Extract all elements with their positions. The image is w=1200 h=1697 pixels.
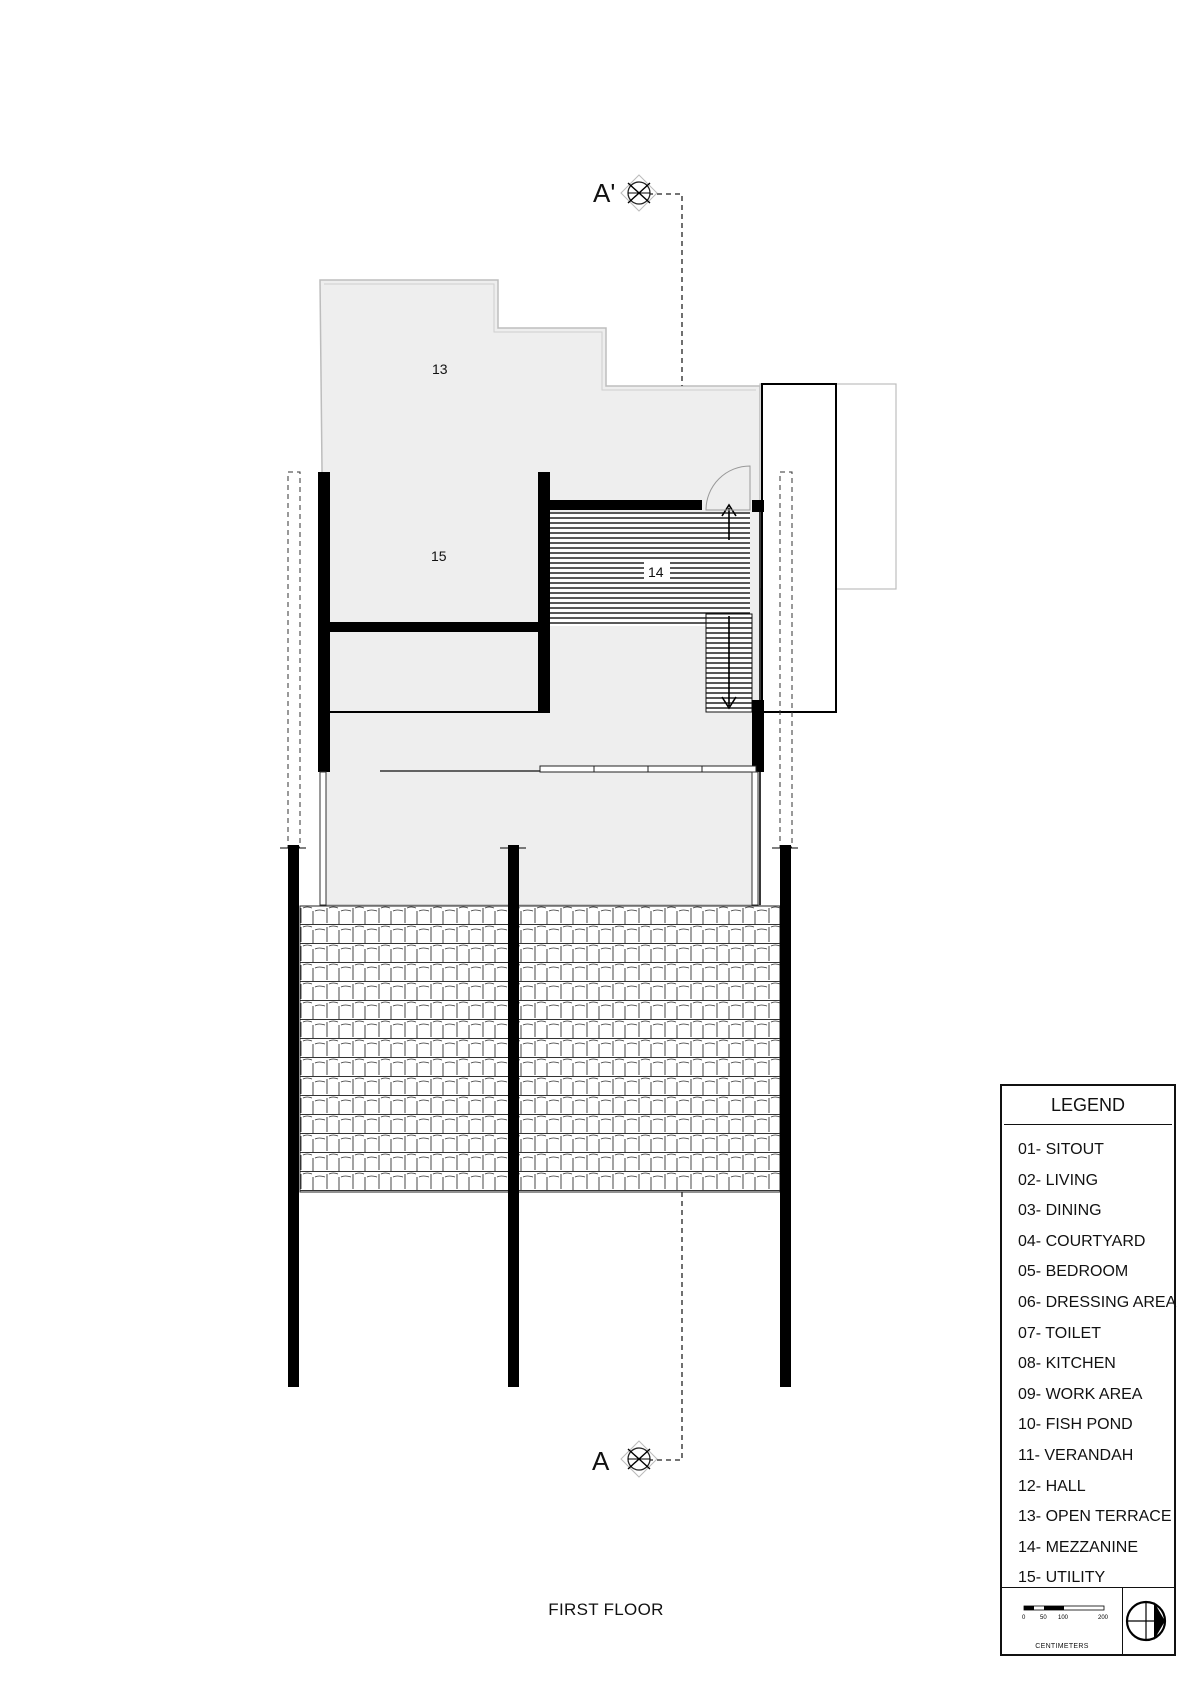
post-left	[288, 845, 299, 1387]
section-marker-top	[621, 175, 657, 211]
legend-item: 06- DRESSING AREA	[1018, 1293, 1177, 1311]
scale-tick: 50	[1040, 1615, 1047, 1621]
legend-list	[1002, 1125, 1177, 1594]
section-line-bottom	[648, 1192, 682, 1460]
north-arrow-box	[1122, 1588, 1174, 1654]
floor-title: FIRST FLOOR	[548, 1600, 664, 1619]
wall-mezz-stub	[752, 500, 764, 512]
glazing-right	[752, 772, 758, 905]
post-middle	[508, 845, 519, 1387]
legend-item: 12- HALL	[1018, 1477, 1086, 1495]
room-label-15: 15	[431, 548, 447, 564]
legend-item: 05- BEDROOM	[1018, 1263, 1129, 1281]
scale-bar-graphic	[1002, 1588, 1122, 1638]
column-dashed-left	[288, 472, 300, 847]
legend-item: 09- WORK AREA	[1018, 1385, 1143, 1403]
section-label-bottom: A	[592, 1446, 610, 1476]
legend-item: 10- FISH POND	[1018, 1416, 1133, 1434]
wall-utility-bottom	[330, 622, 542, 632]
section-line-top	[648, 194, 682, 386]
scale-tick: 200	[1098, 1615, 1109, 1621]
legend-footer	[1002, 1587, 1174, 1654]
side-block	[762, 384, 836, 712]
wall-mezz-top	[550, 500, 702, 510]
wall-utility-right	[538, 472, 550, 712]
legend-item: 03- DINING	[1018, 1202, 1102, 1220]
legend-title: LEGEND	[1004, 1086, 1172, 1125]
tiled-roof	[300, 906, 780, 1192]
legend-item: 11- VERANDAH	[1018, 1446, 1134, 1464]
room-label-13: 13	[432, 361, 448, 377]
room-label-14: 14	[648, 564, 664, 580]
section-label-top: A'	[593, 178, 616, 208]
legend-item: 15- UTILITY	[1018, 1569, 1106, 1587]
legend-panel	[1000, 1084, 1176, 1656]
legend-item: 04- COURTYARD	[1018, 1232, 1146, 1250]
legend-item: 08- KITCHEN	[1018, 1355, 1116, 1373]
scale-tick: 0	[1022, 1615, 1026, 1621]
wall-right-lower	[752, 700, 764, 772]
wall-left	[318, 472, 330, 772]
scale-units: CENTIMETERS	[1035, 1643, 1089, 1650]
section-marker-bottom	[621, 1441, 657, 1477]
legend-item: 01- SITOUT	[1018, 1141, 1104, 1158]
legend-item: 14- MEZZANINE	[1018, 1538, 1139, 1556]
legend-item: 13- OPEN TERRACE	[1018, 1508, 1172, 1526]
post-right	[780, 845, 791, 1387]
legend-item: 07- TOILET	[1018, 1324, 1101, 1342]
glazing-left	[320, 772, 326, 905]
north-arrow-icon	[1122, 1588, 1176, 1654]
scale-bar	[1002, 1588, 1123, 1654]
scale-tick: 100	[1058, 1615, 1069, 1621]
legend-item: 02- LIVING	[1018, 1171, 1099, 1189]
